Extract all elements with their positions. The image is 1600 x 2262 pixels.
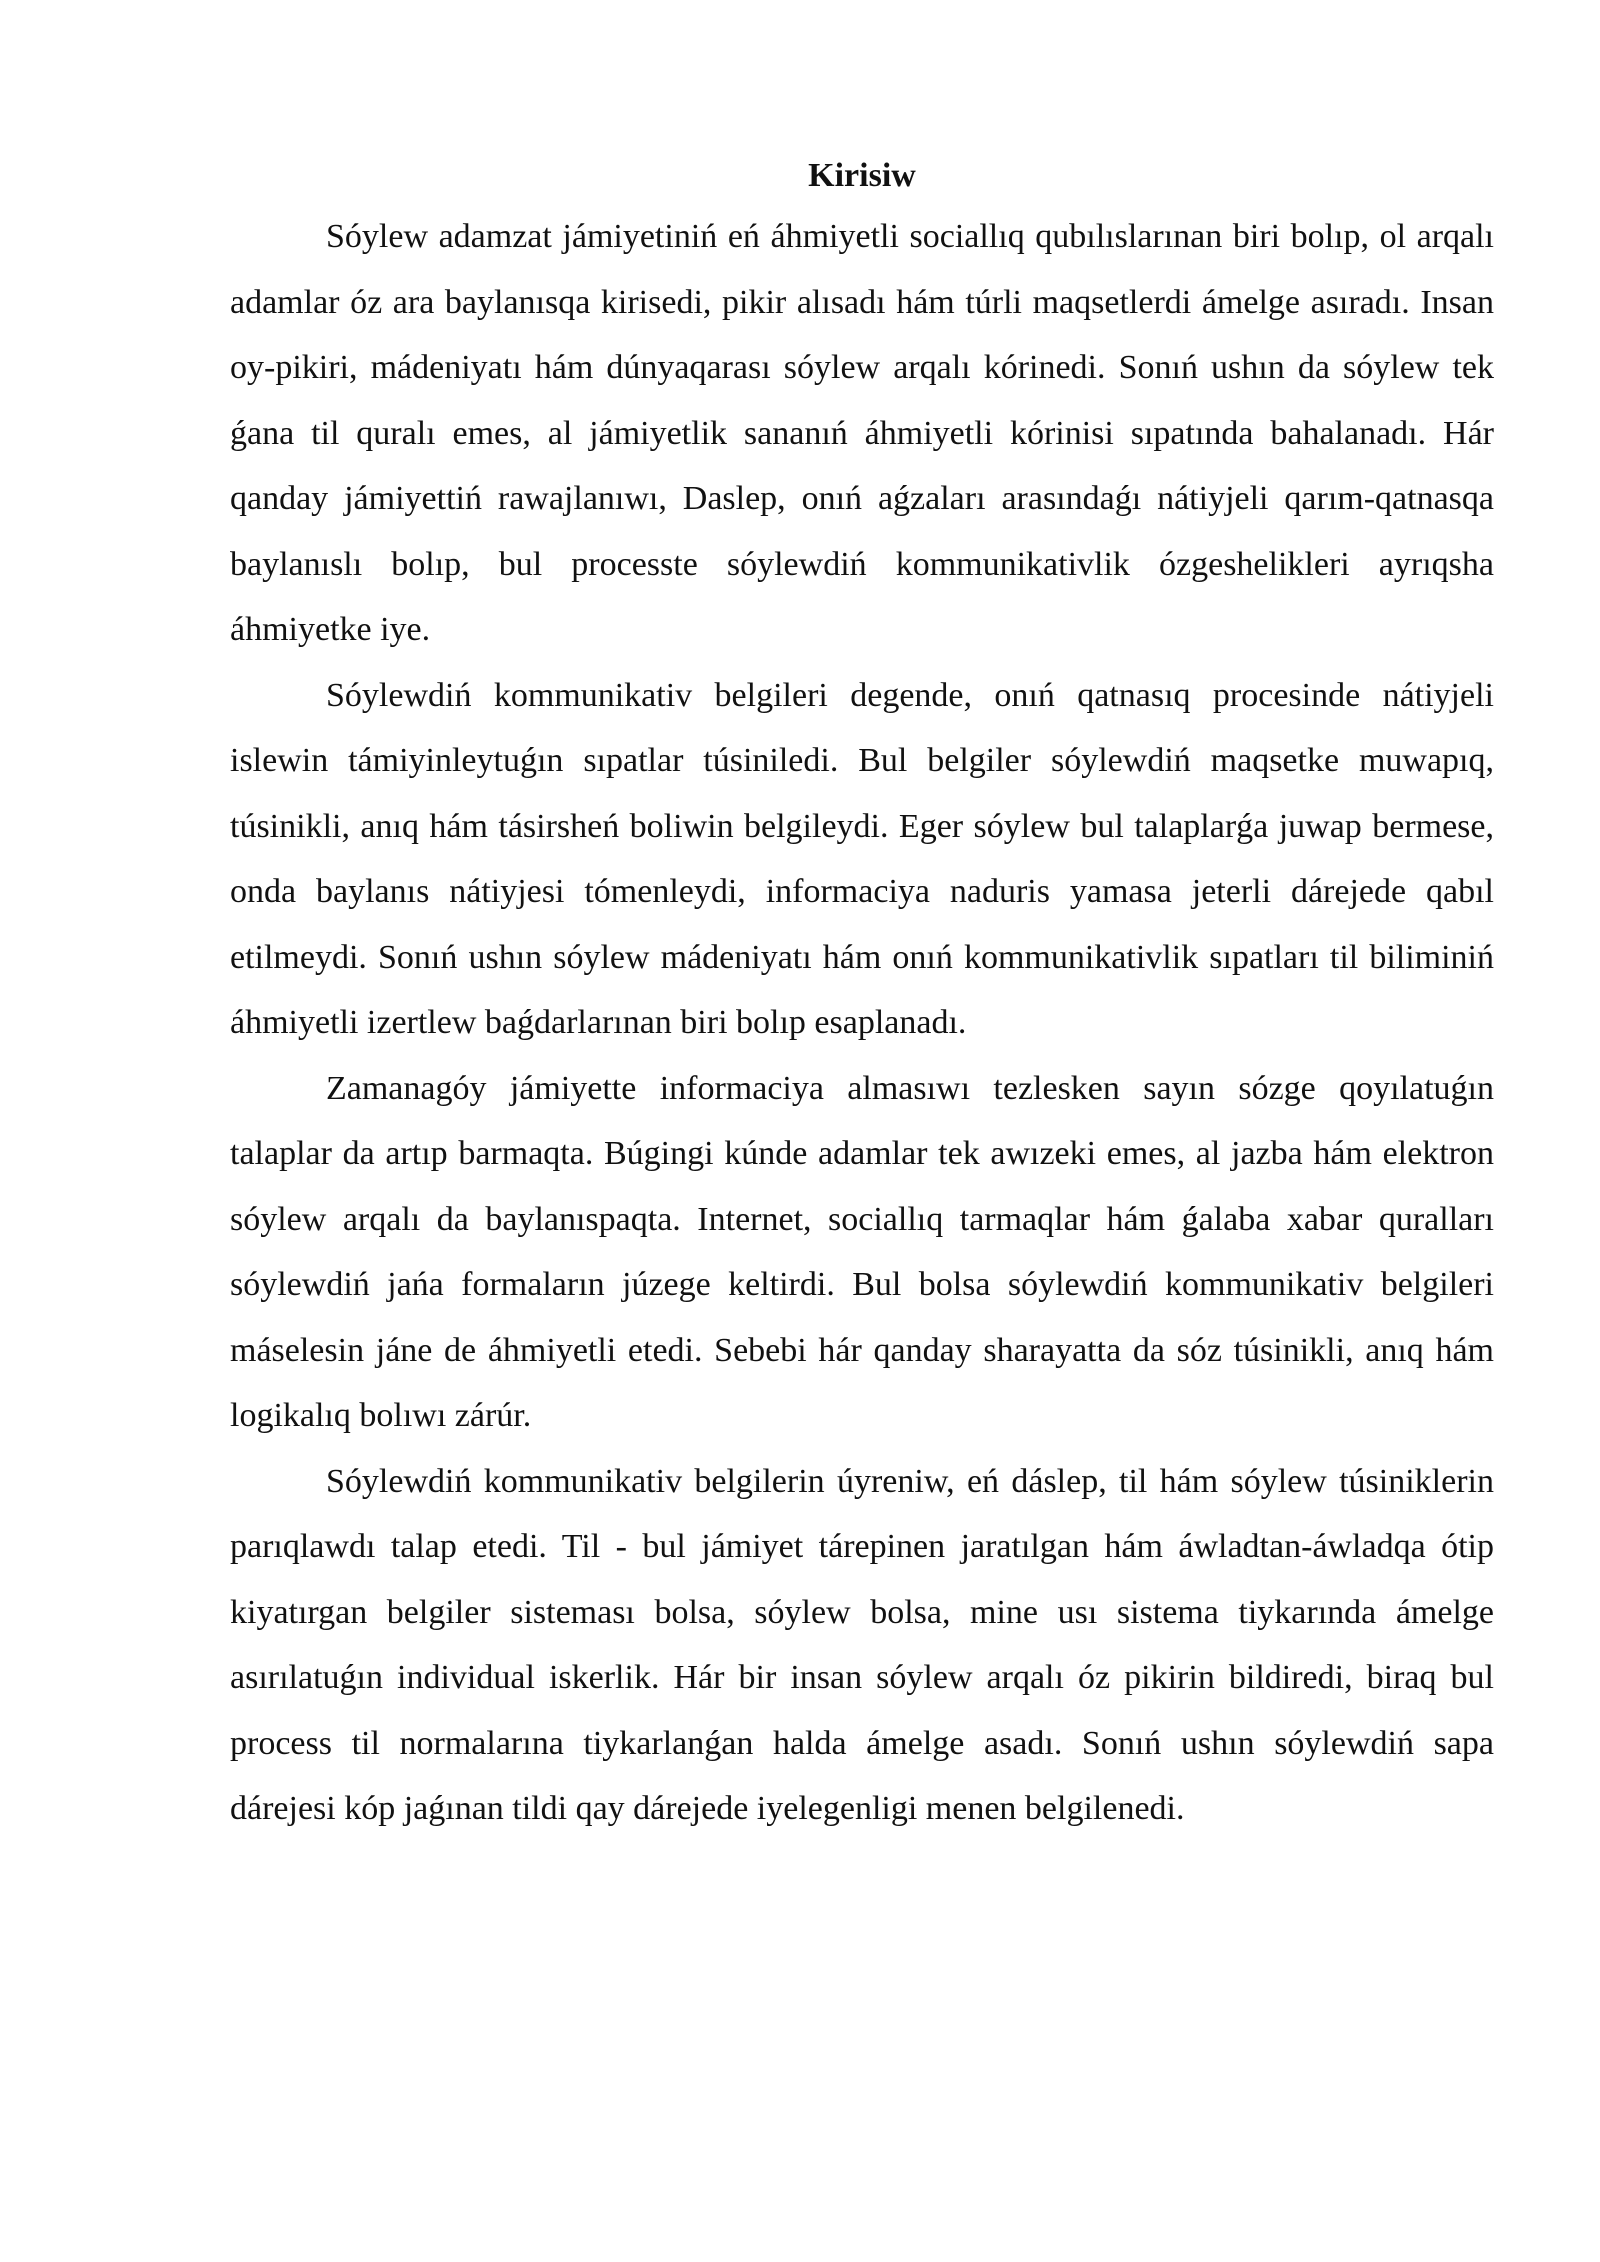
paragraph-3: Zamanagóy jámiyette informaciya almasıwı tezlesken sayın sózge qoyılatuǵın talaplar da artıp barmaqta. Búgingi kúnde adamlar tek awızeki emes, al jazba hám elektron sóylew arqalı da baylanıspaqta. Internet, sociallıq tarmaqlar hám ǵalaba xabar quralları sóylewdiń jańa formaların júzege keltirdi. Bul bolsa sóylewdiń kommunikativ belgileri máselesin jáne de áhmiyetli etedi. Sebebi hár qanday sharayatta da sóz túsinikli, anıq hám logikalıq bolıwı zárúr. — [230, 1069, 1494, 1434]
document-title: Kirisiw — [808, 157, 916, 194]
paragraph-4: Sóylewdiń kommunikativ belgilerin úyreniw, eń dáslep, til hám sóylew túsiniklerin parıqlawdı talap etedi. Til - bul jámiyet tárepinen jaratılgan hám áwladtan-áwladqa ótip kiyatırgan belgiler sisteması bolsa, sóylew bolsa, mine usı sistema tiykarında ámelge asırılatuǵın individual iskerlik. Hár bir insan sóylew arqalı óz pikirin bildiredi, biraq bul process til normalarına tiykarlanǵan halda ámelge asadı. Sonıń ushın sóylewdiń sapa dárejesi kóp jaǵınan tildi qay dárejede iyelegenligi menen belgilenedi. — [230, 1462, 1494, 1827]
document-body — [230, 148, 1494, 1842]
paragraph-2: Sóylewdiń kommunikativ belgileri degende, onıń qatnasıq procesinde nátiyjeli islewin támiyinleytuǵın sıpatlar túsiniledi. Bul belgiler sóylewdiń maqsetke muwapıq, túsinikli, anıq hám tásirsheń boliwin belgileydi. Eger sóylew bul talaplarǵa juwap bermese, onda baylanıs nátiyjesi tómenleydi, informaciya naduris yamasa jeterli dárejede qabıl etilmeydi. Sonıń ushın sóylew mádeniyatı hám onıń kommunikativlik sıpatları til biliminiń áhmiyetli izertlew baǵdarlarınan biri bolıp esaplanadı. — [230, 676, 1494, 1041]
paragraph-1: Sóylew adamzat jámiyetiniń eń áhmiyetli sociallıq qubılıslarınan biri bolıp, ol arqalı adamlar óz ara baylanısqa kirisedi, pikir alısadı hám túrli maqsetlerdi ámelge asıradı. Insan oy-pikiri, mádeniyatı hám dúnyaqarası sóylew arqalı kórinedi. Sonıń ushın da sóylew tek ǵana til quralı emes, al jámiyetlik sananıń áhmiyetli kórinisi sıpatında bahalanadı. Hár qanday jámiyettiń rawajlanıwı, Daslep, onıń aǵzaları arasındaǵı nátiyjeli qarım-qatnasqa baylanıslı bolıp, bul processte sóylewdiń kommunikativlik ózgeshelikleri ayrıqsha áhmiyetke iye. — [230, 218, 1494, 648]
